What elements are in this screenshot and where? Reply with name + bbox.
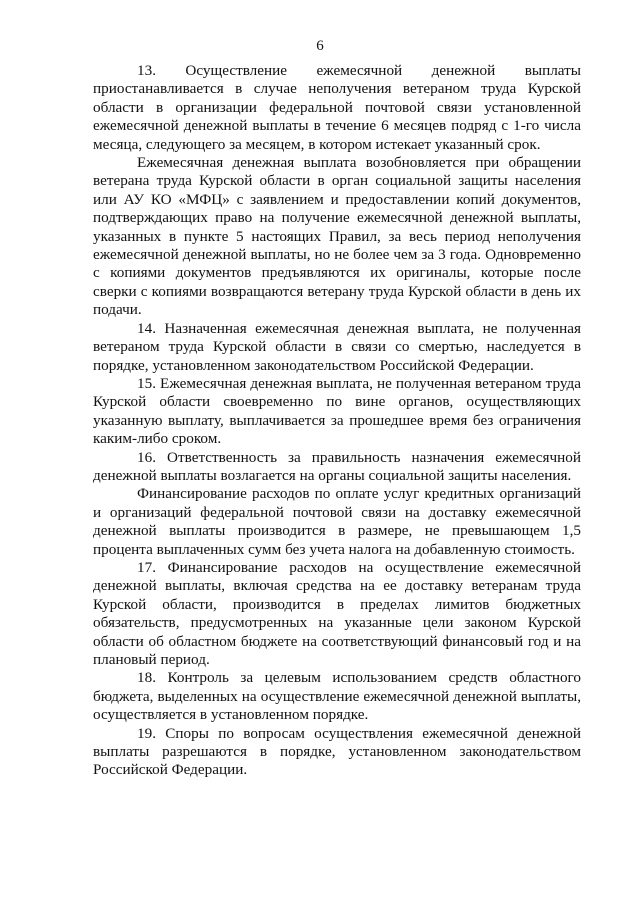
paragraph-15: 15. Ежемесячная денежная выплата, не полученная ветераном труда Курской области своевременно по вине органов, осуществляющих указанную выплату, выплачивается за прошедшее время без ограничения каким-либо сроком. [93,374,581,448]
paragraph-17: 17. Финансирование расходов на осуществление ежемесячной денежной выплаты, включая средства на ее доставку ветеранам труда Курской области, производится в пределах лимитов бюджетных обязательств, предусмотренных на указанные цели законом Курской области об областном бюджете на соответствующий финансовый год и на плановый период. [93,558,581,668]
paragraph-18: 18. Контроль за целевым использованием средств областного бюджета, выделенных на осуществление ежемесячной денежной выплаты, осуществляется в установленном порядке. [93,669,581,724]
page-number: 6 [316,38,324,54]
paragraph-14: 14. Назначенная ежемесячная денежная выплата, не полученная ветераном труда Курской области в связи со смертью, наследуется в порядке, установленном законодательством Российской Федерации. [93,319,581,374]
paragraph-19: 19. Споры по вопросам осуществления ежемесячной денежной выплаты разрешаются в порядке, установленном законодательством Российской Федерации. [93,724,581,779]
paragraph-16: 16. Ответственность за правильность назначения ежемесячной денежной выплаты возлагается на органы социальной защиты населения. [93,448,581,484]
paragraph-13-resumption: Ежемесячная денежная выплата возобновляется при обращении ветерана труда Курской области в орган социальной защиты населения или АУ КО «МФЦ» с заявлением и предоставлении копий документов, подтверждающих право на получение ежемесячной денежной выплаты, указанных в пункте 5 настоящих Правил, за весь период неполучения ежемесячной денежной выплаты, но не более чем за 3 года. Одновременно с копиями документов предъявляются их оригиналы, которые после сверки с копиями возвращаются ветерану труда Курской области в день их подачи. [93,154,581,319]
document-body [93,62,581,780]
paragraph-13: 13. Осуществление ежемесячной денежной выплаты приостанавливается в случае неполучения ветераном труда Курской области в организации федеральной почтовой связи установленной ежемесячной денежной выплаты в течение 6 месяцев подряд с 1-го числа месяца, следующего за месяцем, в котором истекает указанный срок. [93,62,581,153]
paragraph-16-financing: Финансирование расходов по оплате услуг кредитных организаций и организаций федеральной почтовой связи на доставку ежемесячной денежной выплаты производится в размере, не превышающем 1,5 процента выплаченных сумм без учета налога на добавленную стоимость. [93,485,581,558]
